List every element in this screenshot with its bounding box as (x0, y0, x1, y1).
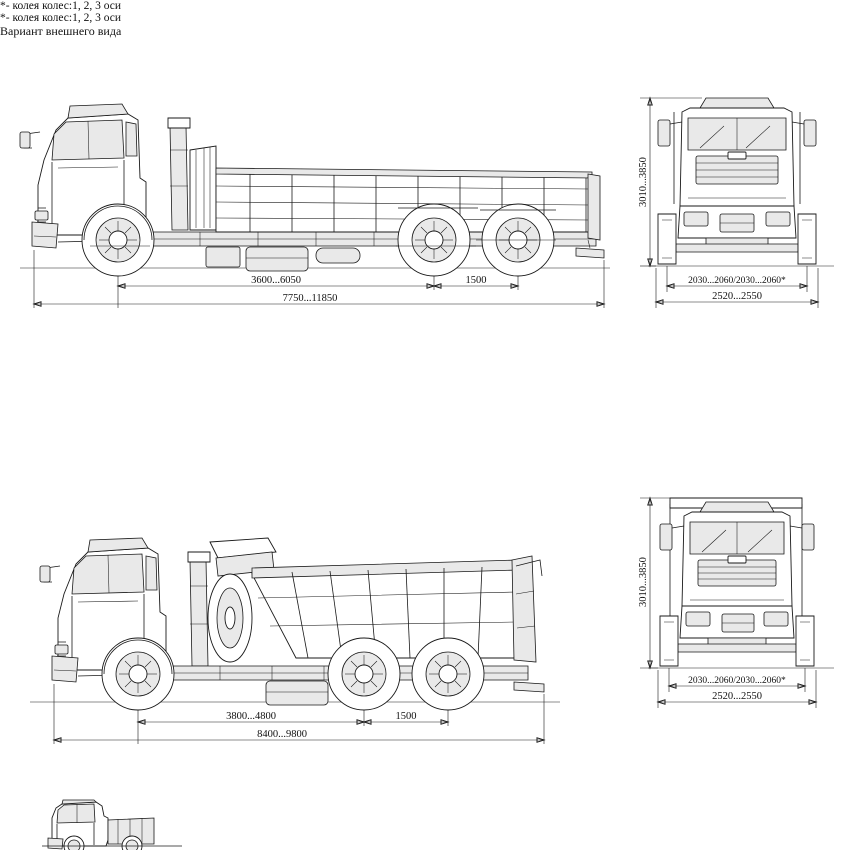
wheel-middle (398, 204, 470, 276)
view-dump-side (20, 490, 580, 760)
dim-overall-length-dump: 8400...9800 (257, 729, 307, 740)
dim-height-dump: 3010...3850 (638, 557, 649, 607)
footnote-flatbed: *- колея колес:1, 2, 3 оси (0, 0, 122, 12)
wheel-rear-dump (412, 638, 484, 710)
dim-wheelbase-flatbed: 3600...6050 (251, 275, 301, 286)
dim-width-dump: 2520...2550 (712, 691, 762, 702)
dim-width-flatbed: 2520...2550 (712, 291, 762, 302)
appearance-variant-caption: Вариант внешнего вида (0, 24, 122, 38)
wheel-front-dump (102, 638, 174, 710)
dim-rear-spacing-dump: 1500 (395, 711, 417, 722)
view-flatbed-side (10, 90, 630, 320)
wheel-front (82, 204, 154, 276)
dim-rear-spacing-flatbed: 1500 (465, 275, 487, 286)
dim-track-dump: 2030...2060/2030...2060* (688, 676, 786, 686)
view-dump-front (628, 482, 844, 718)
wheel-middle-dump (328, 638, 400, 710)
footnote-dump: *- колея колес:1, 2, 3 оси (0, 12, 122, 24)
dim-overall-length-flatbed: 7750...11850 (282, 293, 338, 304)
dim-height-flatbed: 3010...3850 (638, 157, 649, 207)
dim-track-flatbed: 2030...2060/2030...2060* (688, 276, 786, 286)
appearance-variant-thumb (22, 800, 192, 850)
dim-wheelbase-dump: 3800...4800 (226, 711, 276, 722)
view-flatbed-front (628, 86, 844, 322)
